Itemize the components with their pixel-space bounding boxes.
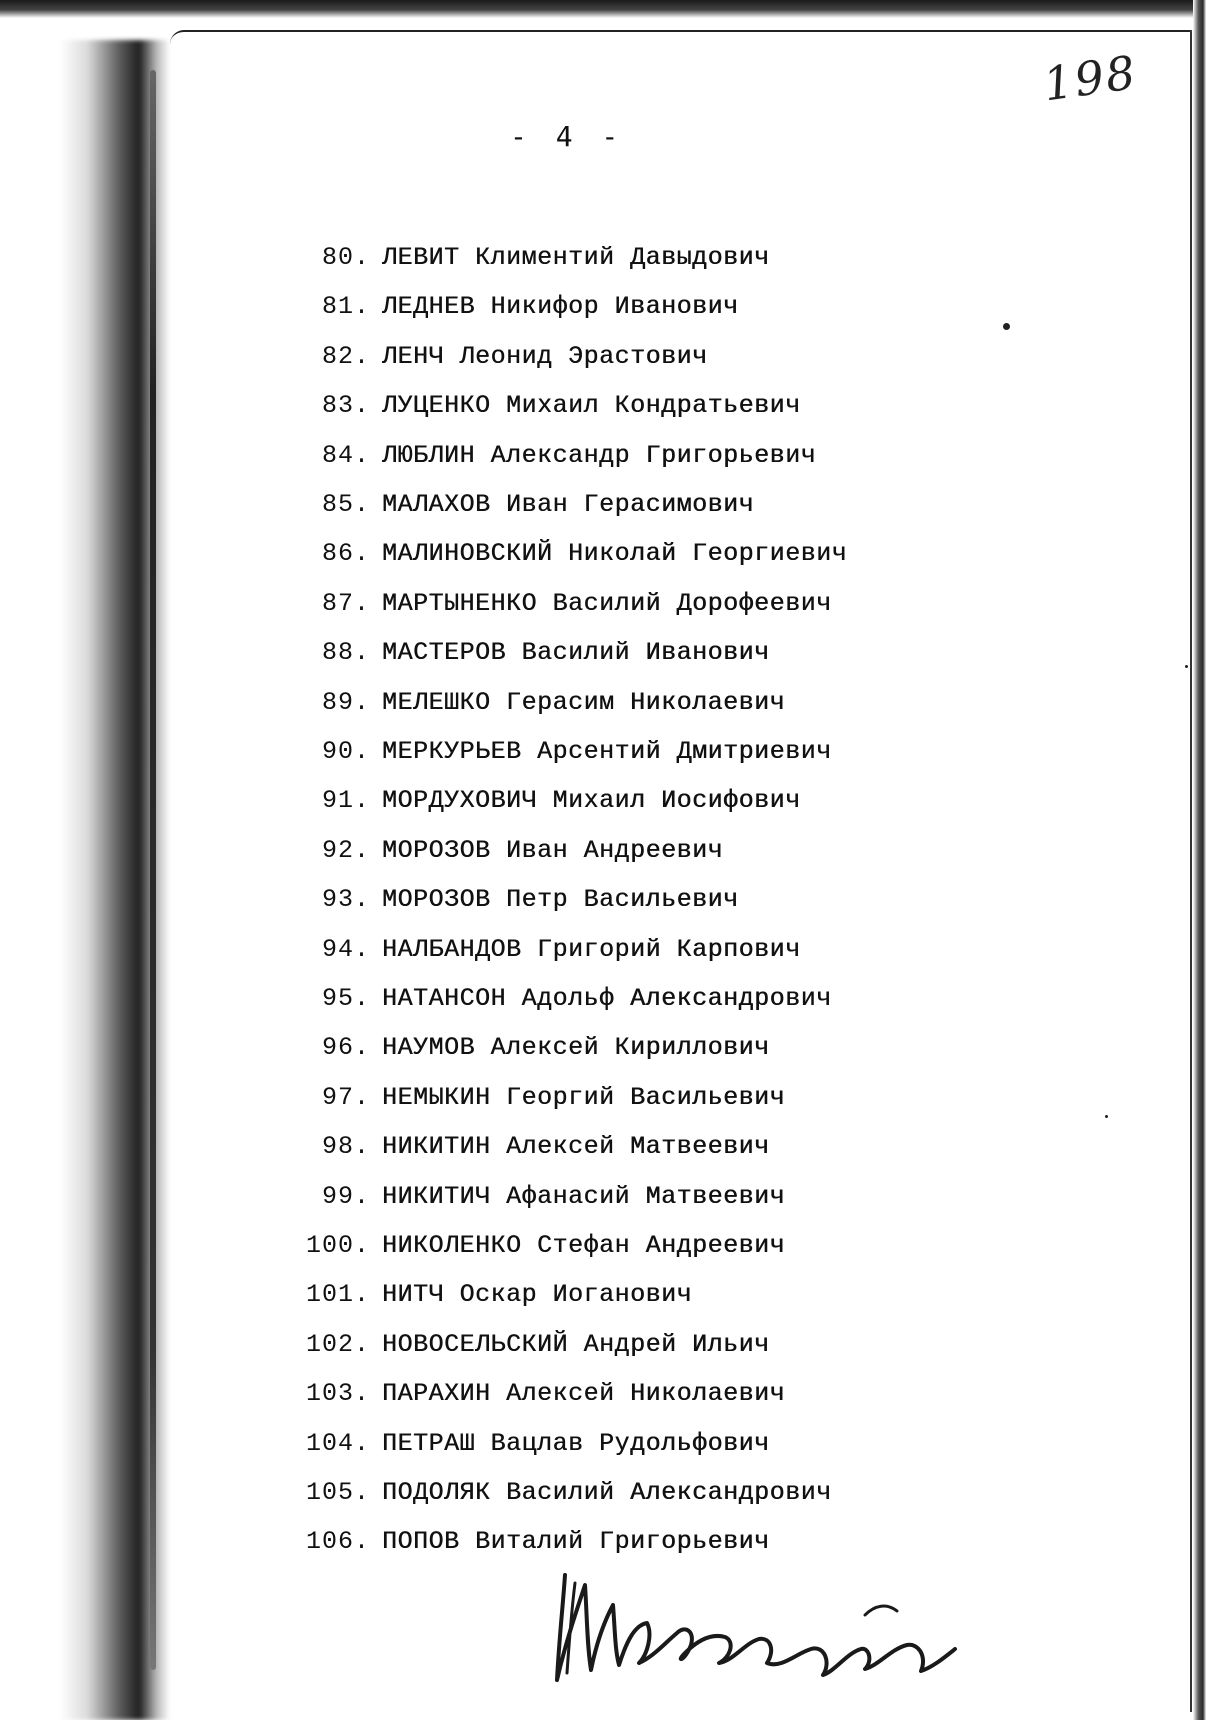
entry-name: НИКИТИН Алексей Матвеевич bbox=[382, 1132, 770, 1161]
list-item bbox=[292, 242, 770, 274]
entry-number: 101. bbox=[305, 1280, 370, 1309]
list-item bbox=[292, 1477, 832, 1509]
list-item bbox=[292, 1131, 770, 1163]
entry-number: 83. bbox=[321, 391, 370, 420]
entry-number: 82. bbox=[321, 342, 370, 371]
entry-name: МОРОЗОВ Петр Васильевич bbox=[382, 885, 739, 914]
list-item bbox=[292, 884, 739, 916]
entry-name: НАТАНСОН Адольф Александрович bbox=[382, 984, 832, 1013]
entry-name: МОРОЗОВ Иван Андреевич bbox=[382, 836, 724, 865]
entry-number: 98. bbox=[321, 1132, 370, 1161]
scan-right-edge bbox=[1193, 0, 1215, 1720]
entry-number: 96. bbox=[321, 1033, 370, 1062]
entry-name: НАУМОВ Алексей Кириллович bbox=[382, 1033, 770, 1062]
entry-number: 100. bbox=[305, 1231, 370, 1260]
entry-number: 90. bbox=[321, 737, 370, 766]
list-item bbox=[292, 835, 723, 867]
entry-name: НОВОСЕЛЬСКИЙ Андрей Ильич bbox=[382, 1330, 770, 1359]
list-item bbox=[292, 934, 801, 966]
list-item bbox=[292, 687, 785, 719]
entry-name: МАСТЕРОВ Василий Иванович bbox=[382, 638, 770, 667]
list-item bbox=[292, 341, 708, 373]
entry-name: ПОДОЛЯК Василий Александрович bbox=[382, 1478, 832, 1507]
entry-name: МАЛИНОВСКИЙ Николай Георгиевич bbox=[382, 539, 848, 568]
list-item bbox=[292, 489, 754, 521]
entry-name: НИКОЛЕНКО Стефан Андреевич bbox=[382, 1231, 786, 1260]
entry-name: МОРДУХОВИЧ Михаил Иосифович bbox=[382, 786, 801, 815]
entry-name: ЛУЦЕНКО Михаил Кондратьевич bbox=[382, 391, 801, 420]
entry-number: 97. bbox=[321, 1083, 370, 1112]
entry-number: 94. bbox=[321, 935, 370, 964]
list-item bbox=[292, 1378, 785, 1410]
page-number: - 4 - bbox=[510, 120, 625, 153]
list-item bbox=[292, 1181, 785, 1213]
list-item bbox=[292, 1032, 770, 1064]
entry-number: 103. bbox=[305, 1379, 370, 1408]
list-item bbox=[292, 588, 832, 620]
entry-number: 89. bbox=[321, 688, 370, 717]
entry-number: 106. bbox=[305, 1527, 370, 1556]
entry-name: ЛЕВИТ Климентий Давыдович bbox=[382, 243, 770, 272]
list-item bbox=[292, 1329, 770, 1361]
list-item bbox=[292, 1230, 785, 1262]
handwritten-folio-number: 198 bbox=[1040, 44, 1141, 112]
entry-number: 85. bbox=[321, 490, 370, 519]
entry-name: МЕЛЕШКО Герасим Николаевич bbox=[382, 688, 786, 717]
entry-number: 84. bbox=[321, 441, 370, 470]
list-item bbox=[292, 1082, 785, 1114]
entry-name: НИТЧ Оскар Иоганович bbox=[382, 1280, 693, 1309]
entry-number: 92. bbox=[321, 836, 370, 865]
scan-speck bbox=[1003, 323, 1010, 330]
entry-number: 102. bbox=[305, 1330, 370, 1359]
entry-number: 104. bbox=[305, 1429, 370, 1458]
list-item bbox=[292, 637, 770, 669]
entry-name: НАЛБАНДОВ Григорий Карпович bbox=[382, 935, 801, 964]
list-item bbox=[292, 1279, 692, 1311]
list-item bbox=[292, 1428, 770, 1460]
scan-speck bbox=[1185, 665, 1188, 668]
entry-name: ЛЕДНЕВ Никифор Иванович bbox=[382, 292, 739, 321]
entry-number: 91. bbox=[321, 786, 370, 815]
list-item bbox=[292, 736, 832, 768]
entry-name: МЕРКУРЬЕВ Арсентий Дмитриевич bbox=[382, 737, 832, 766]
entry-name: НЕМЫКИН Георгий Васильевич bbox=[382, 1083, 786, 1112]
handwritten-signature bbox=[535, 1545, 975, 1695]
entry-name: ЛЮБЛИН Александр Григорьевич bbox=[382, 441, 817, 470]
list-item bbox=[292, 291, 739, 323]
entry-name: ПЕТРАШ Вацлав Рудольфович bbox=[382, 1429, 770, 1458]
entry-name: НИКИТИЧ Афанасий Матвеевич bbox=[382, 1182, 786, 1211]
entry-number: 88. bbox=[321, 638, 370, 667]
list-item bbox=[292, 785, 801, 817]
list-item bbox=[292, 440, 816, 472]
list-item bbox=[292, 390, 801, 422]
scan-top-edge bbox=[0, 0, 1215, 18]
entry-number: 80. bbox=[321, 243, 370, 272]
binding-gutter-line bbox=[150, 70, 156, 1670]
scan-speck bbox=[1105, 1115, 1108, 1118]
entry-number: 95. bbox=[321, 984, 370, 1013]
list-item bbox=[292, 538, 847, 570]
entry-name: ЛЕНЧ Леонид Эрастович bbox=[382, 342, 708, 371]
entry-name: МАРТЫНЕНКО Василий Дорофеевич bbox=[382, 589, 832, 618]
entry-name: МАЛАХОВ Иван Герасимович bbox=[382, 490, 755, 519]
entry-name: ПОПОВ Виталий Григорьевич bbox=[382, 1527, 770, 1556]
entry-number: 105. bbox=[305, 1478, 370, 1507]
entry-number: 87. bbox=[321, 589, 370, 618]
entry-number: 99. bbox=[321, 1182, 370, 1211]
entry-number: 93. bbox=[321, 885, 370, 914]
entry-number: 81. bbox=[321, 292, 370, 321]
list-item bbox=[292, 983, 832, 1015]
entry-name: ПАРАХИН Алексей Николаевич bbox=[382, 1379, 786, 1408]
entry-number: 86. bbox=[321, 539, 370, 568]
